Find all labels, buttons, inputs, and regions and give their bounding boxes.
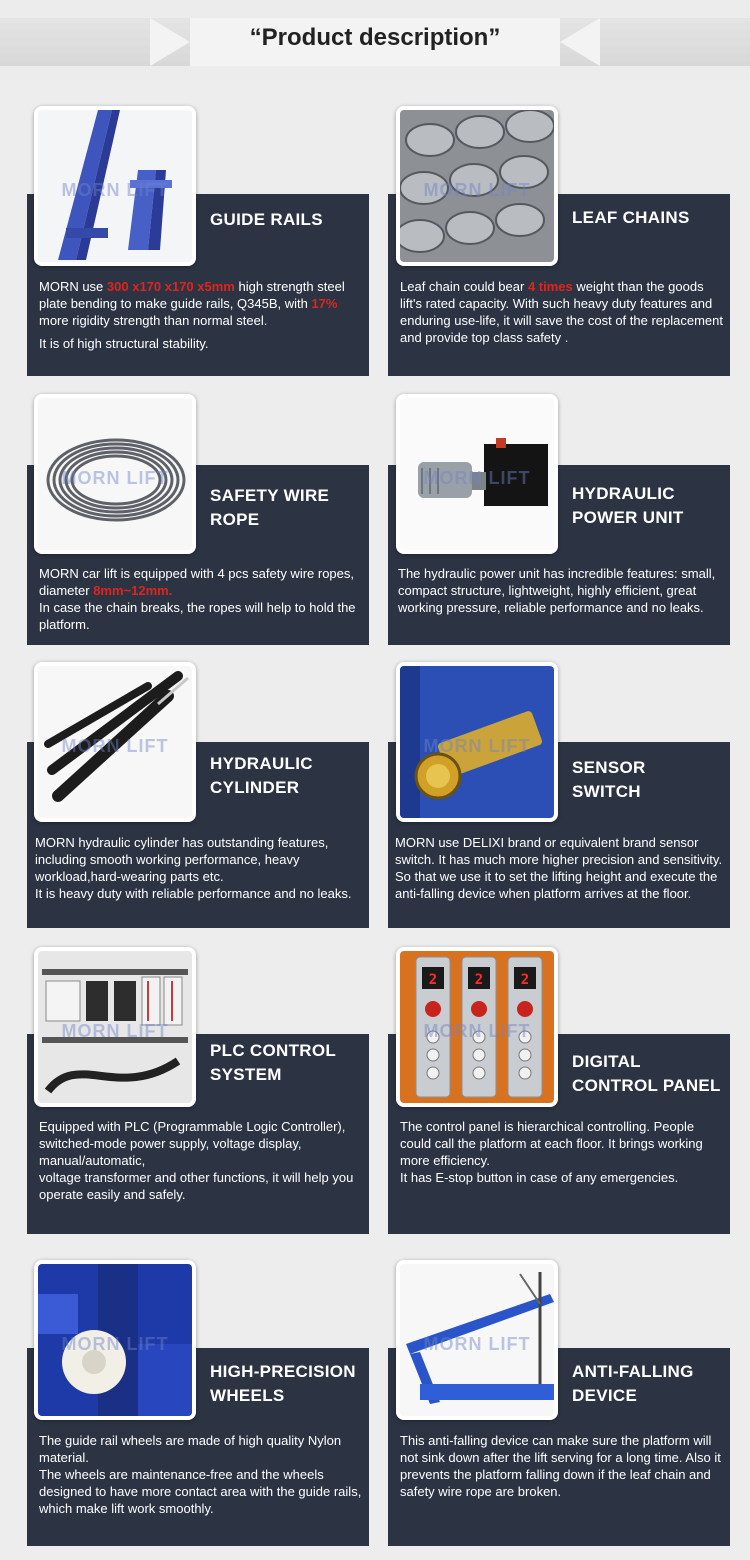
watermark-text: MORN LIFT <box>61 1021 169 1041</box>
anti-falling-photo <box>396 1260 558 1420</box>
feature-title: HYDRAULIC CYLINDER <box>210 754 313 797</box>
watermark-text: MORN LIFT <box>61 180 169 200</box>
feature-title: GUIDE RAILS <box>210 210 323 229</box>
description-text: This anti-falling device can make sure the platform will not sink down after the lift serving for a long time. Also it prevents the platform falling down if the leaf chain and safety wire rope are broken. <box>400 1433 721 1499</box>
feature-description <box>39 565 364 633</box>
wheels-photo <box>34 1260 196 1420</box>
guide-rails-photo <box>34 106 196 266</box>
header-banner <box>0 0 750 80</box>
description-text: It is heavy duty with reliable performance and no leaks. <box>35 886 352 901</box>
feature-description <box>39 278 364 352</box>
feature-title: DIGITAL CONTROL PANEL <box>572 1052 721 1095</box>
description-text: weight than the goods lift's rated capacity. With such heavy duty features and enduring use-life, it will save the cost of the replacement and provide top class safety . <box>400 279 724 345</box>
description-paragraph <box>39 1118 364 1169</box>
description-paragraph <box>400 278 725 346</box>
wire-rope-photo <box>34 394 196 554</box>
feature-title: HIGH-PRECISION WHEELS <box>210 1362 356 1405</box>
highlight-text: 300 x170 x170 x5mm <box>106 279 235 294</box>
feature-description <box>400 1118 725 1186</box>
feature-description <box>39 1432 364 1517</box>
feature-title: ANTI-FALLING DEVICE <box>572 1362 694 1405</box>
feature-title: SAFETY WIRE ROPE <box>210 486 330 529</box>
power-unit-photo <box>396 394 558 554</box>
feature-title: PLC CONTROL SYSTEM <box>210 1041 337 1084</box>
description-text: The guide rail wheels are made of high quality Nylon material. <box>39 1433 342 1465</box>
feature-title: SENSOR SWITCH <box>572 758 646 801</box>
feature-description <box>400 278 725 346</box>
description-text: MORN use <box>39 279 107 294</box>
panel-digit: 2 <box>474 972 484 988</box>
description-paragraph <box>400 1169 725 1186</box>
description-paragraph <box>39 335 364 352</box>
description-paragraph <box>398 565 730 616</box>
watermark-text: MORN LIFT <box>423 468 531 488</box>
feature-description <box>395 834 730 902</box>
description-paragraph <box>395 868 730 902</box>
description-paragraph <box>35 834 369 885</box>
description-paragraph <box>39 278 364 329</box>
leaf-chains-photo <box>396 106 558 266</box>
highlight-text: 17% <box>311 296 338 311</box>
description-text: MORN use DELIXI brand or equivalent brand sensor switch. It has much more higher precision and sensitivity. <box>395 835 723 867</box>
sensor-photo <box>396 662 558 822</box>
control-panel-photo <box>396 947 558 1107</box>
description-text: voltage transformer and other functions, it will help you operate easily and safely. <box>39 1170 354 1202</box>
description-paragraph <box>39 599 364 633</box>
description-text: So that we use it to set the lifting height and execute the anti-falling device when platform arrives at the floor. <box>395 869 718 901</box>
description-text: MORN car lift is equipped with 4 pcs safety wire ropes, diameter <box>39 566 355 598</box>
description-paragraph <box>39 1466 364 1517</box>
description-text: The hydraulic power unit has incredible features: small, compact structure, lightweight, highly efficient, great working pressure, reliable performance and no leaks. <box>398 566 716 615</box>
description-text: Equipped with PLC (Programmable Logic Controller), switched-mode power supply, voltage display, manual/automatic, <box>39 1119 346 1168</box>
panel-digit: 2 <box>520 972 530 988</box>
watermark-text: MORN LIFT <box>61 468 169 488</box>
description-text: It is of high structural stability. <box>39 336 209 351</box>
panel-digit: 2 <box>428 972 438 988</box>
cylinder-photo <box>34 662 196 822</box>
description-paragraph <box>39 565 364 599</box>
description-text: The wheels are maintenance-free and the wheels designed to have more contact area with the guide rails, which make lift work smoothly. <box>39 1467 362 1516</box>
description-paragraph <box>39 1169 364 1203</box>
description-paragraph <box>395 834 730 868</box>
watermark-text: MORN LIFT <box>423 1334 531 1354</box>
description-text: It has E-stop button in case of any emergencies. <box>400 1170 679 1185</box>
watermark-text: MORN LIFT <box>423 736 531 756</box>
description-paragraph <box>35 885 369 902</box>
description-paragraph <box>400 1432 725 1500</box>
watermark-text: MORN LIFT <box>423 1021 531 1041</box>
description-text: high strength steel plate bending to make guide rails, Q345B, with <box>39 279 345 311</box>
description-text: Leaf chain could bear <box>400 279 528 294</box>
description-paragraph <box>400 1118 725 1169</box>
description-text: The control panel is hierarchical controlling. People could call the platform at each floor. It brings working more efficiency. <box>400 1119 703 1168</box>
page-title: “Product description” <box>249 24 501 51</box>
description-text: more rigidity strength than normal steel. <box>39 313 268 328</box>
highlight-text: 8mm~12mm. <box>93 583 173 598</box>
description-text: In case the chain breaks, the ropes will help to hold the platform. <box>39 600 356 632</box>
feature-description <box>35 834 369 902</box>
highlight-text: 4 times <box>527 279 573 294</box>
plc-photo <box>34 947 196 1107</box>
feature-title: HYDRAULIC POWER UNIT <box>572 484 684 527</box>
feature-description <box>398 565 730 616</box>
description-paragraph <box>39 1432 364 1466</box>
feature-title: LEAF CHAINS <box>572 208 690 227</box>
description-text: MORN hydraulic cylinder has outstanding features, including smooth working performance, heavy workload,hard-wearing parts etc. <box>35 835 329 884</box>
watermark-text: MORN LIFT <box>61 736 169 756</box>
watermark-text: MORN LIFT <box>423 180 531 200</box>
watermark-text: MORN LIFT <box>61 1334 169 1354</box>
feature-description <box>39 1118 364 1203</box>
feature-description <box>400 1432 725 1500</box>
